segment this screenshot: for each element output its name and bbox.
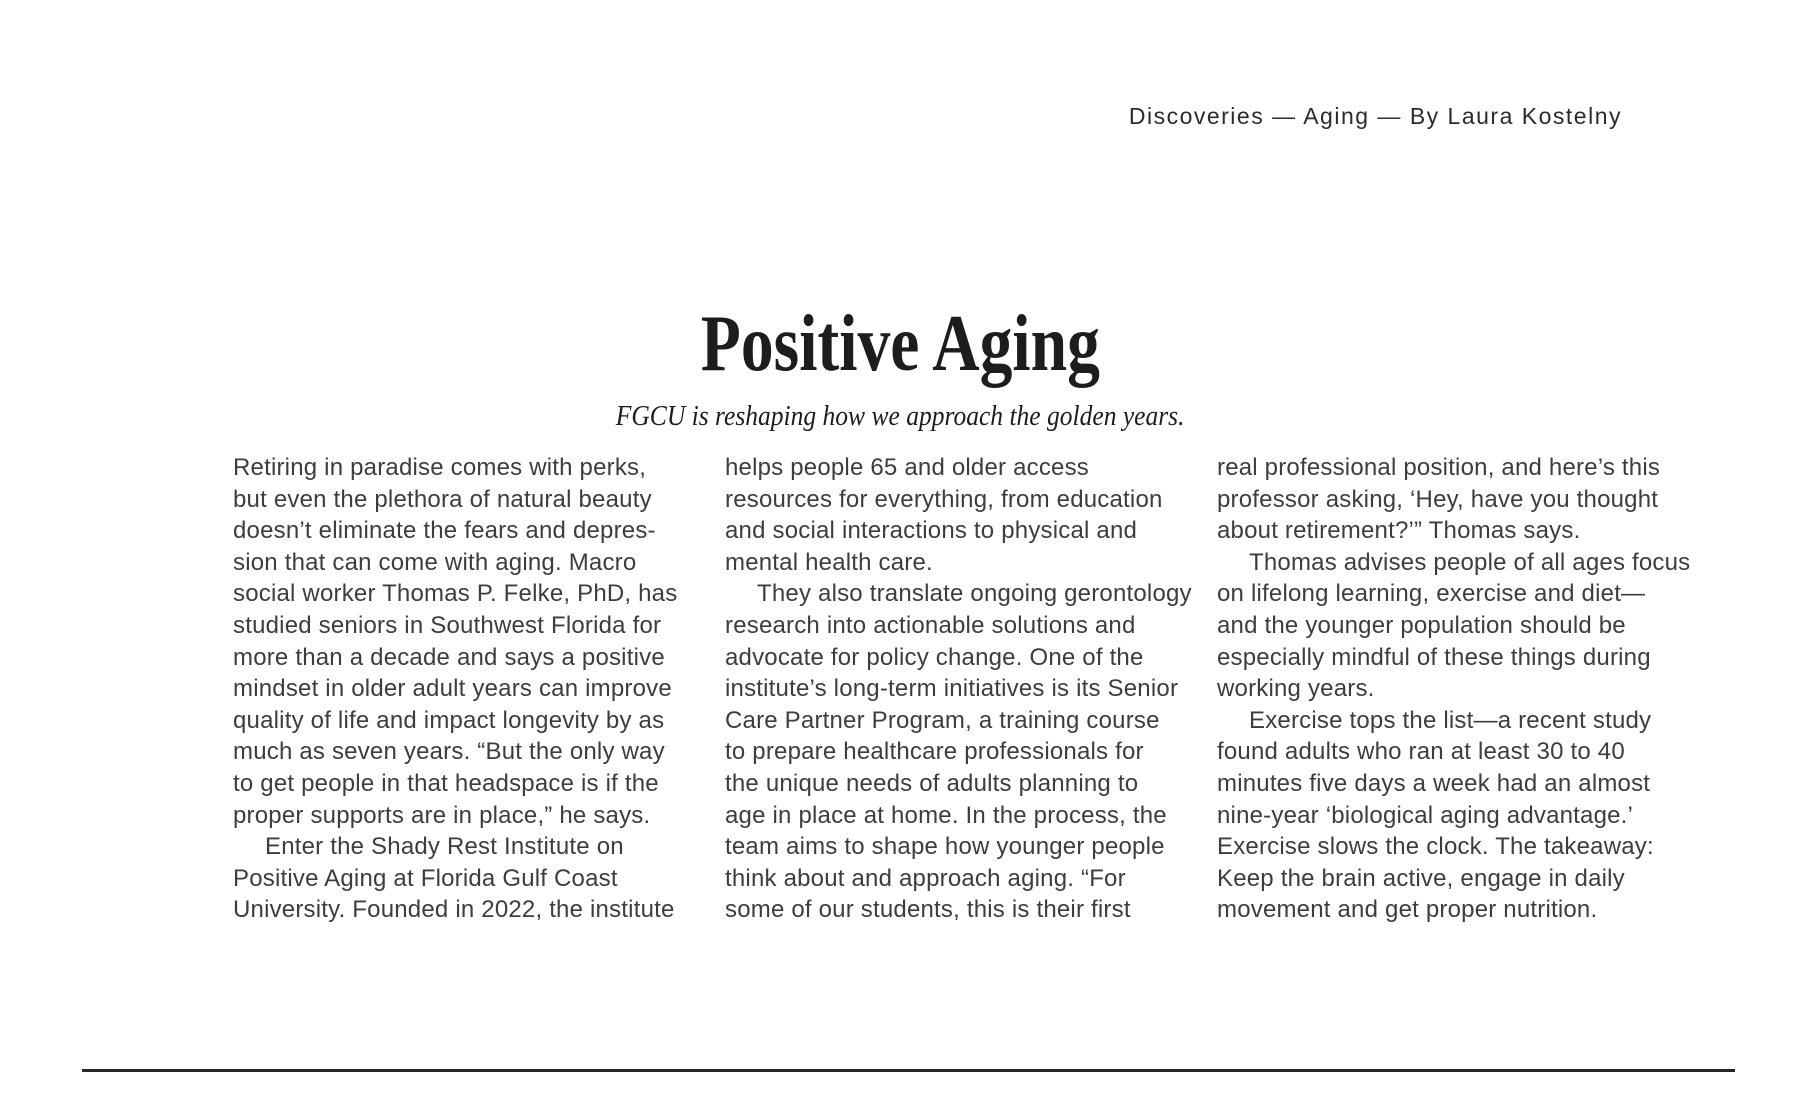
text-line: real professional position, and here’s this: [1217, 454, 1661, 481]
text-line: more than a decade and says a positive: [233, 643, 665, 671]
text-line: Positive Aging at Florida Gulf Coast: [233, 864, 618, 892]
text-line: to get people in that headspace is if the: [233, 769, 659, 797]
text-line: age in place at home. In the process, the: [725, 801, 1167, 829]
text-line: especially mindful of these things during: [1217, 643, 1651, 671]
text-line: studied seniors in Southwest Florida for: [233, 611, 662, 639]
text-line: think about and approach aging. “For: [725, 864, 1126, 892]
text-line: mindset in older adult years can improve: [233, 675, 672, 703]
text-line: mental health care.: [725, 548, 933, 576]
text-line: Thomas advises people of all ages focus: [1249, 548, 1691, 576]
article-subtitle: [0, 396, 1800, 436]
text-line: working years.: [1217, 675, 1375, 703]
text-line: team aims to shape how younger people: [725, 833, 1165, 861]
kicker: Discoveries — Aging — By Laura Kostelny: [1128, 103, 1622, 129]
article-column-1: [233, 452, 693, 926]
text-line: movement and get proper nutrition.: [1217, 896, 1598, 924]
text-line: nine-year ‘biological aging advantage.’: [1217, 801, 1634, 829]
text-line: professor asking, ‘Hey, have you thought: [1217, 485, 1659, 513]
article-title-text: Positive Aging: [700, 300, 1100, 388]
text-line: and the younger population should be: [1217, 611, 1626, 639]
article-column-2: [725, 452, 1192, 926]
text-line: the unique needs of adults planning to: [725, 769, 1139, 797]
text-line: doesn’t eliminate the fears and depres-: [233, 517, 656, 545]
text-line: about retirement?’” Thomas says.: [1217, 517, 1581, 545]
text-line: on lifelong learning, exercise and diet—: [1217, 580, 1646, 608]
text-line: proper supports are in place,” he says.: [233, 801, 651, 829]
text-line: advocate for policy change. One of the: [725, 643, 1144, 671]
text-line: much as seven years. “But the only way: [233, 738, 665, 766]
text-line: Keep the brain active, engage in daily: [1217, 864, 1625, 892]
text-line: sion that can come with aging. Macro: [233, 548, 637, 576]
text-line: Exercise slows the clock. The takeaway:: [1217, 833, 1654, 861]
article-columns: [233, 452, 1691, 926]
text-line: and social interactions to physical and: [725, 517, 1138, 545]
article-title: [0, 302, 1800, 386]
footer-rule: [82, 1069, 1735, 1072]
text-line: institute’s long-term initiatives is its Senior: [725, 675, 1179, 703]
text-line: Enter the Shady Rest Institute on: [265, 833, 624, 861]
text-line: quality of life and impact longevity by as: [233, 706, 665, 734]
text-line: some of our students, this is their first: [725, 896, 1131, 924]
text-line: but even the plethora of natural beauty: [233, 485, 652, 513]
text-line: research into actionable solutions and: [725, 611, 1136, 639]
text-line: social worker Thomas P. Felke, PhD, has: [233, 580, 678, 608]
text-line: to prepare healthcare professionals for: [725, 738, 1144, 766]
text-line: resources for everything, from education: [725, 485, 1163, 513]
text-line: Exercise tops the list—a recent study: [1249, 706, 1652, 734]
article-subtitle-text: FGCU is reshaping how we approach the golden years.: [615, 400, 1185, 432]
text-line: University. Founded in 2022, the institute: [233, 896, 675, 924]
text-line: found adults who ran at least 30 to 40: [1217, 738, 1625, 766]
text-line: helps people 65 and older access: [725, 454, 1089, 481]
text-line: They also translate ongoing gerontology: [757, 580, 1192, 608]
text-line: Care Partner Program, a training course: [725, 706, 1160, 734]
article-column-3: [1217, 452, 1691, 926]
text-line: minutes five days a week had an almost: [1217, 769, 1651, 797]
text-line: Retiring in paradise comes with perks,: [233, 454, 647, 481]
